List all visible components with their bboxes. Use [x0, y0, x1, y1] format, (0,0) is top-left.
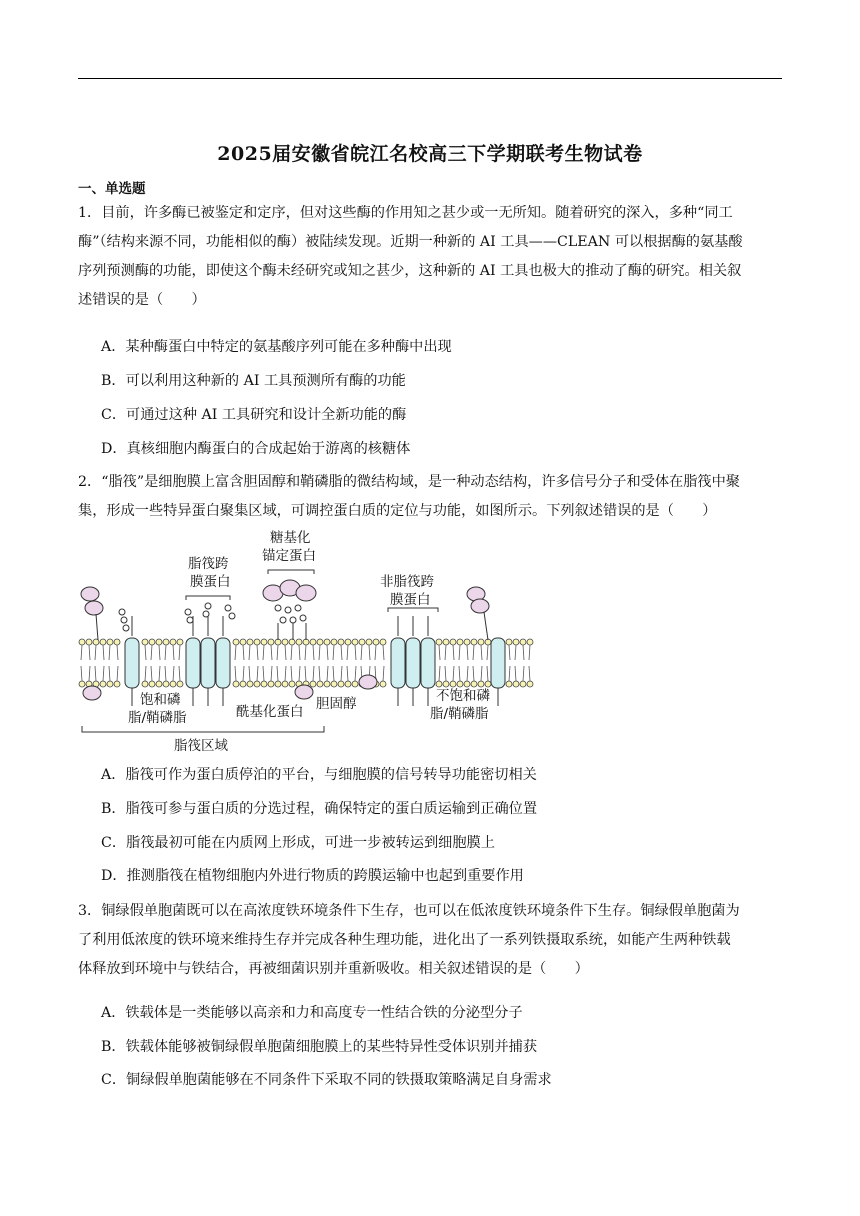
lipid-tail [243, 666, 244, 681]
question-1-option-b[interactable]: B．可以利用这种新的 AI 工具预测所有酶的功能 [101, 373, 406, 389]
label-nonraft-2: 膜蛋白 [390, 592, 431, 608]
lipid-tail [439, 645, 440, 660]
lipid-head [240, 681, 246, 687]
lipid-head [247, 639, 253, 645]
lipid-head [100, 639, 106, 645]
lipid-tail [459, 666, 460, 681]
lipid-tail [271, 666, 272, 681]
lipid-tail [235, 666, 236, 681]
lipid-head [247, 681, 253, 687]
lipid-tail [109, 666, 110, 681]
stem-line: 酶”（结构来源不同，功能相似的酶）被陆续发现。近期一种新的 AI 工具——CLEAN 可以根据酶的氨基酸 [78, 234, 743, 250]
lipid-tail [271, 645, 272, 660]
lipid-tail [347, 645, 348, 660]
lipid-tail [347, 666, 348, 681]
lipid-head [324, 639, 330, 645]
label-glyco-2: 锚定蛋白 [262, 548, 316, 564]
lipid-head [506, 639, 512, 645]
lipid-tail [487, 666, 488, 681]
lipid-head [107, 639, 113, 645]
lipid-head [268, 681, 274, 687]
lipid-head [520, 639, 526, 645]
lipid-head [268, 639, 274, 645]
lipid-bilayer [79, 639, 533, 687]
lipid-tail [341, 645, 342, 660]
lipid-tail [369, 645, 370, 660]
lipid-tail [89, 645, 90, 660]
lipid-tail [333, 666, 334, 681]
lipid-tail [145, 645, 146, 660]
lipid-tail [95, 645, 96, 660]
label-unsaturated-1: 不饱和磷 [436, 688, 490, 704]
lipid-head [380, 639, 386, 645]
lipid-head [310, 639, 316, 645]
lipid-head [373, 639, 379, 645]
lipid-head [450, 639, 456, 645]
lipid-tail [299, 645, 300, 660]
label-saturated-1: 饱和磷 [140, 692, 181, 708]
lipid-tail [285, 666, 286, 681]
lipid-head [345, 639, 351, 645]
lipid-tail [145, 666, 146, 681]
lipid-tail [103, 645, 104, 660]
lipid-tail [305, 645, 306, 660]
lipid-head [289, 681, 295, 687]
lipid-tail [173, 645, 174, 660]
lipid-head [513, 681, 519, 687]
lipid-head [149, 681, 155, 687]
lipid-head [359, 639, 365, 645]
lipid-tail [515, 645, 516, 660]
lipid-tail [473, 645, 474, 660]
lipid-head [254, 639, 260, 645]
lipid-tail [383, 645, 384, 660]
lipid-head [471, 639, 477, 645]
lipid-tail [159, 666, 160, 681]
lipid-head [352, 681, 358, 687]
lipid-tail [333, 645, 334, 660]
lipid-head [170, 639, 176, 645]
lipid-head [527, 681, 533, 687]
lipid-head [275, 681, 281, 687]
lipid-head [380, 681, 386, 687]
lipid-head [331, 681, 337, 687]
stem-line: 述错误的是（ ） [78, 292, 206, 308]
lipid-tail [319, 666, 320, 681]
lipid-tail [375, 645, 376, 660]
lipid-tail [355, 645, 356, 660]
lipid-tail [509, 666, 510, 681]
lipid-head [289, 639, 295, 645]
lipid-head [282, 681, 288, 687]
lipid-head [506, 681, 512, 687]
lipid-tail [81, 666, 82, 681]
lipid-head [331, 639, 337, 645]
lipid-tail [361, 645, 362, 660]
lipid-tail [103, 666, 104, 681]
question-2-option-d[interactable]: D．推测脂筏在植物细胞内外进行物质的跨膜运输中也起到重要作用 [101, 868, 524, 884]
label-cholesterol: 胆固醇 [316, 696, 357, 712]
glycosylated-anchor-proteins [263, 580, 316, 640]
question-2-option-a[interactable]: A．脂筏可作为蛋白质停泊的平台，与细胞膜的信号转导功能密切相关 [101, 767, 537, 783]
lipid-head [338, 681, 344, 687]
lipid-head [513, 639, 519, 645]
lipid-head [163, 639, 169, 645]
lipid-tail [487, 645, 488, 660]
lipid-head [170, 681, 176, 687]
lipid-tail [81, 645, 82, 660]
lipid-head [352, 639, 358, 645]
lipid-tail [313, 666, 314, 681]
lipid-head [254, 681, 260, 687]
lipid-tail [467, 666, 468, 681]
lipid-raft-figure [78, 528, 538, 760]
lipid-head [156, 639, 162, 645]
lipid-head [114, 639, 120, 645]
lipid-head [142, 639, 148, 645]
stem-line: 了利用低浓度的铁环境来维持生存并完成各种生理功能，进化出了一系列铁摄取系统，如能产生两种铁载 [78, 932, 731, 948]
lipid-tail [257, 645, 258, 660]
lipid-tail [291, 645, 292, 660]
lipid-head [338, 639, 344, 645]
lipid-head [471, 681, 477, 687]
lipid-tail [159, 645, 160, 660]
left-transmembrane-protein [119, 609, 139, 706]
stem-line: 序列预测酶的功能，即使这个酶未经研究或知之甚少，这种新的 AI 工具也极大的推动了酶的研究。相关叙 [78, 263, 742, 279]
lipid-tail [291, 666, 292, 681]
question-2-stem [78, 468, 782, 526]
lipid-tail [523, 645, 524, 660]
question-2-option-c[interactable]: C．脂筏最初可能在内质网上形成，可进一步被转运到细胞膜上 [101, 835, 495, 851]
lipid-tail [249, 645, 250, 660]
question-3-stem [78, 897, 782, 984]
lipid-tail [173, 666, 174, 681]
question-1-stem [78, 199, 782, 315]
lipid-head [240, 639, 246, 645]
header-rule [78, 78, 782, 79]
label-raft-tm-1: 脂筏跨 [188, 556, 229, 572]
lipid-tail [263, 645, 264, 660]
lipid-tail [257, 666, 258, 681]
lipid-tail [383, 666, 384, 681]
lipid-tail [319, 645, 320, 660]
lipid-tail [509, 645, 510, 660]
lipid-tail [481, 645, 482, 660]
lipid-head [79, 639, 85, 645]
lipid-head [296, 639, 302, 645]
lipid-head [261, 681, 267, 687]
lipid-head [149, 639, 155, 645]
lipid-tail [151, 645, 152, 660]
stem-line: 3．铜绿假单胞菌既可以在高浓度铁环境条件下生存，也可以在低浓度铁环境条件下生存。铜绿假单胞菌为 [78, 903, 740, 919]
lipid-tail [179, 645, 180, 660]
label-unsaturated-2: 脂/鞘磷脂 [430, 706, 489, 722]
lipid-head [443, 681, 449, 687]
lipid-tail [327, 645, 328, 660]
question-1-option-a[interactable]: A．某种酶蛋白中特定的氨基酸序列可能在多种酶中出现 [101, 339, 452, 355]
lipid-tail [473, 666, 474, 681]
raft-transmembrane-proteins [185, 603, 235, 706]
lipid-head [443, 639, 449, 645]
lipid-head [317, 681, 323, 687]
lipid-head [107, 681, 113, 687]
lipid-head [114, 681, 120, 687]
label-saturated-2: 脂/鞘磷脂 [128, 710, 187, 726]
lipid-tail [453, 666, 454, 681]
lipid-head [485, 681, 491, 687]
lipid-tail [299, 666, 300, 681]
lipid-head [177, 639, 183, 645]
lipid-tail [165, 666, 166, 681]
lipid-tail [263, 666, 264, 681]
lipid-head [163, 681, 169, 687]
lipid-head [324, 681, 330, 687]
lipid-tail [481, 666, 482, 681]
lipid-tail [243, 645, 244, 660]
label-nonraft-1: 非脂筏跨 [380, 574, 434, 590]
lipid-head [450, 681, 456, 687]
lipid-tail [305, 666, 306, 681]
lipid-head [436, 681, 442, 687]
lipid-head [156, 681, 162, 687]
question-2-option-b[interactable]: B．脂筏可参与蛋白质的分选过程，确保特定的蛋白质运输到正确位置 [101, 801, 538, 817]
lipid-head [464, 681, 470, 687]
lipid-tail [277, 666, 278, 681]
label-raft-region: 脂筏区域 [174, 738, 228, 754]
lipid-head [520, 681, 526, 687]
lipid-head [86, 639, 92, 645]
lipid-tail [151, 666, 152, 681]
page-title: 2025届安徽省皖江名校高三下学期联考生物试卷 [217, 143, 643, 165]
section-heading: 一、单选题 [78, 181, 146, 197]
stem-line: 集，形成一些特异蛋白聚集区域，可调控蛋白质的定位与功能，如图所示。下列叙述错误的是（ ） [78, 503, 717, 519]
glycan-left [81, 587, 103, 640]
lipid-head [366, 639, 372, 645]
lipid-head [282, 639, 288, 645]
lipid-head [79, 681, 85, 687]
lipid-head [457, 639, 463, 645]
lipid-tail [445, 666, 446, 681]
lipid-tail [235, 645, 236, 660]
lipid-head [233, 681, 239, 687]
lipid-tail [515, 666, 516, 681]
lipid-tail [355, 666, 356, 681]
stem-line: 1．目前，许多酶已被鉴定和定序，但对这些酶的作用知之甚少或一无所知。随着研究的深入，多种“同工 [78, 205, 733, 221]
lipid-tail [285, 645, 286, 660]
lipid-tail [117, 645, 118, 660]
lipid-head [317, 639, 323, 645]
lipid-head [100, 681, 106, 687]
label-glyco-1: 糖基化 [270, 530, 311, 546]
label-raft-tm-2: 膜蛋白 [190, 574, 231, 590]
lipid-tail [529, 645, 530, 660]
lipid-tail [341, 666, 342, 681]
question-1-option-c[interactable]: C．可通过这种 AI 工具研究和设计全新功能的酶 [101, 407, 407, 423]
lipid-tail [467, 645, 468, 660]
lipid-head [261, 639, 267, 645]
question-3-option-c[interactable]: C．铜绿假单胞菌能够在不同条件下采取不同的铁摄取策略满足自身需求 [101, 1072, 552, 1088]
lipid-tail [277, 645, 278, 660]
label-acylated: 酰基化蛋白 [236, 704, 304, 720]
lipid-tail [249, 666, 250, 681]
lipid-head [457, 681, 463, 687]
lipid-head [177, 681, 183, 687]
question-3-option-b[interactable]: B．铁载体能够被铜绿假单胞菌细胞膜上的某些特异性受体识别并捕获 [101, 1039, 538, 1055]
question-1-option-d[interactable]: D．真核细胞内酶蛋白的合成起始于游离的核糖体 [101, 441, 411, 457]
lipid-tail [439, 666, 440, 681]
lipid-head [310, 681, 316, 687]
lipid-tail [95, 666, 96, 681]
lipid-head [233, 639, 239, 645]
lipid-head [478, 639, 484, 645]
stem-line: 2．“脂筏”是细胞膜上富含胆固醇和鞘磷脂的微结构域，是一种动态结构，许多信号分子和受体在脂筏中聚 [78, 474, 740, 490]
lipid-head [142, 681, 148, 687]
lipid-tail [117, 666, 118, 681]
lipid-tail [109, 645, 110, 660]
lipid-tail [529, 666, 530, 681]
lipid-tail [523, 666, 524, 681]
lipid-head [345, 681, 351, 687]
lipid-tail [327, 666, 328, 681]
lipid-head [436, 639, 442, 645]
question-3-option-a[interactable]: A．铁载体是一类能够以高亲和力和高度专一性结合铁的分泌型分子 [101, 1005, 523, 1021]
lipid-tail [459, 645, 460, 660]
lipid-head [464, 639, 470, 645]
lipid-tail [165, 645, 166, 660]
stem-line: 体释放到环境中与铁结合，再被细菌识别并重新吸收。相关叙述错误的是（ ） [78, 961, 589, 977]
lipid-tail [453, 645, 454, 660]
membrane-diagram [78, 528, 538, 760]
lipid-tail [179, 666, 180, 681]
lipid-tail [313, 645, 314, 660]
lipid-head [478, 681, 484, 687]
lipid-tail [445, 645, 446, 660]
lipid-tail [89, 666, 90, 681]
lipid-head [527, 639, 533, 645]
